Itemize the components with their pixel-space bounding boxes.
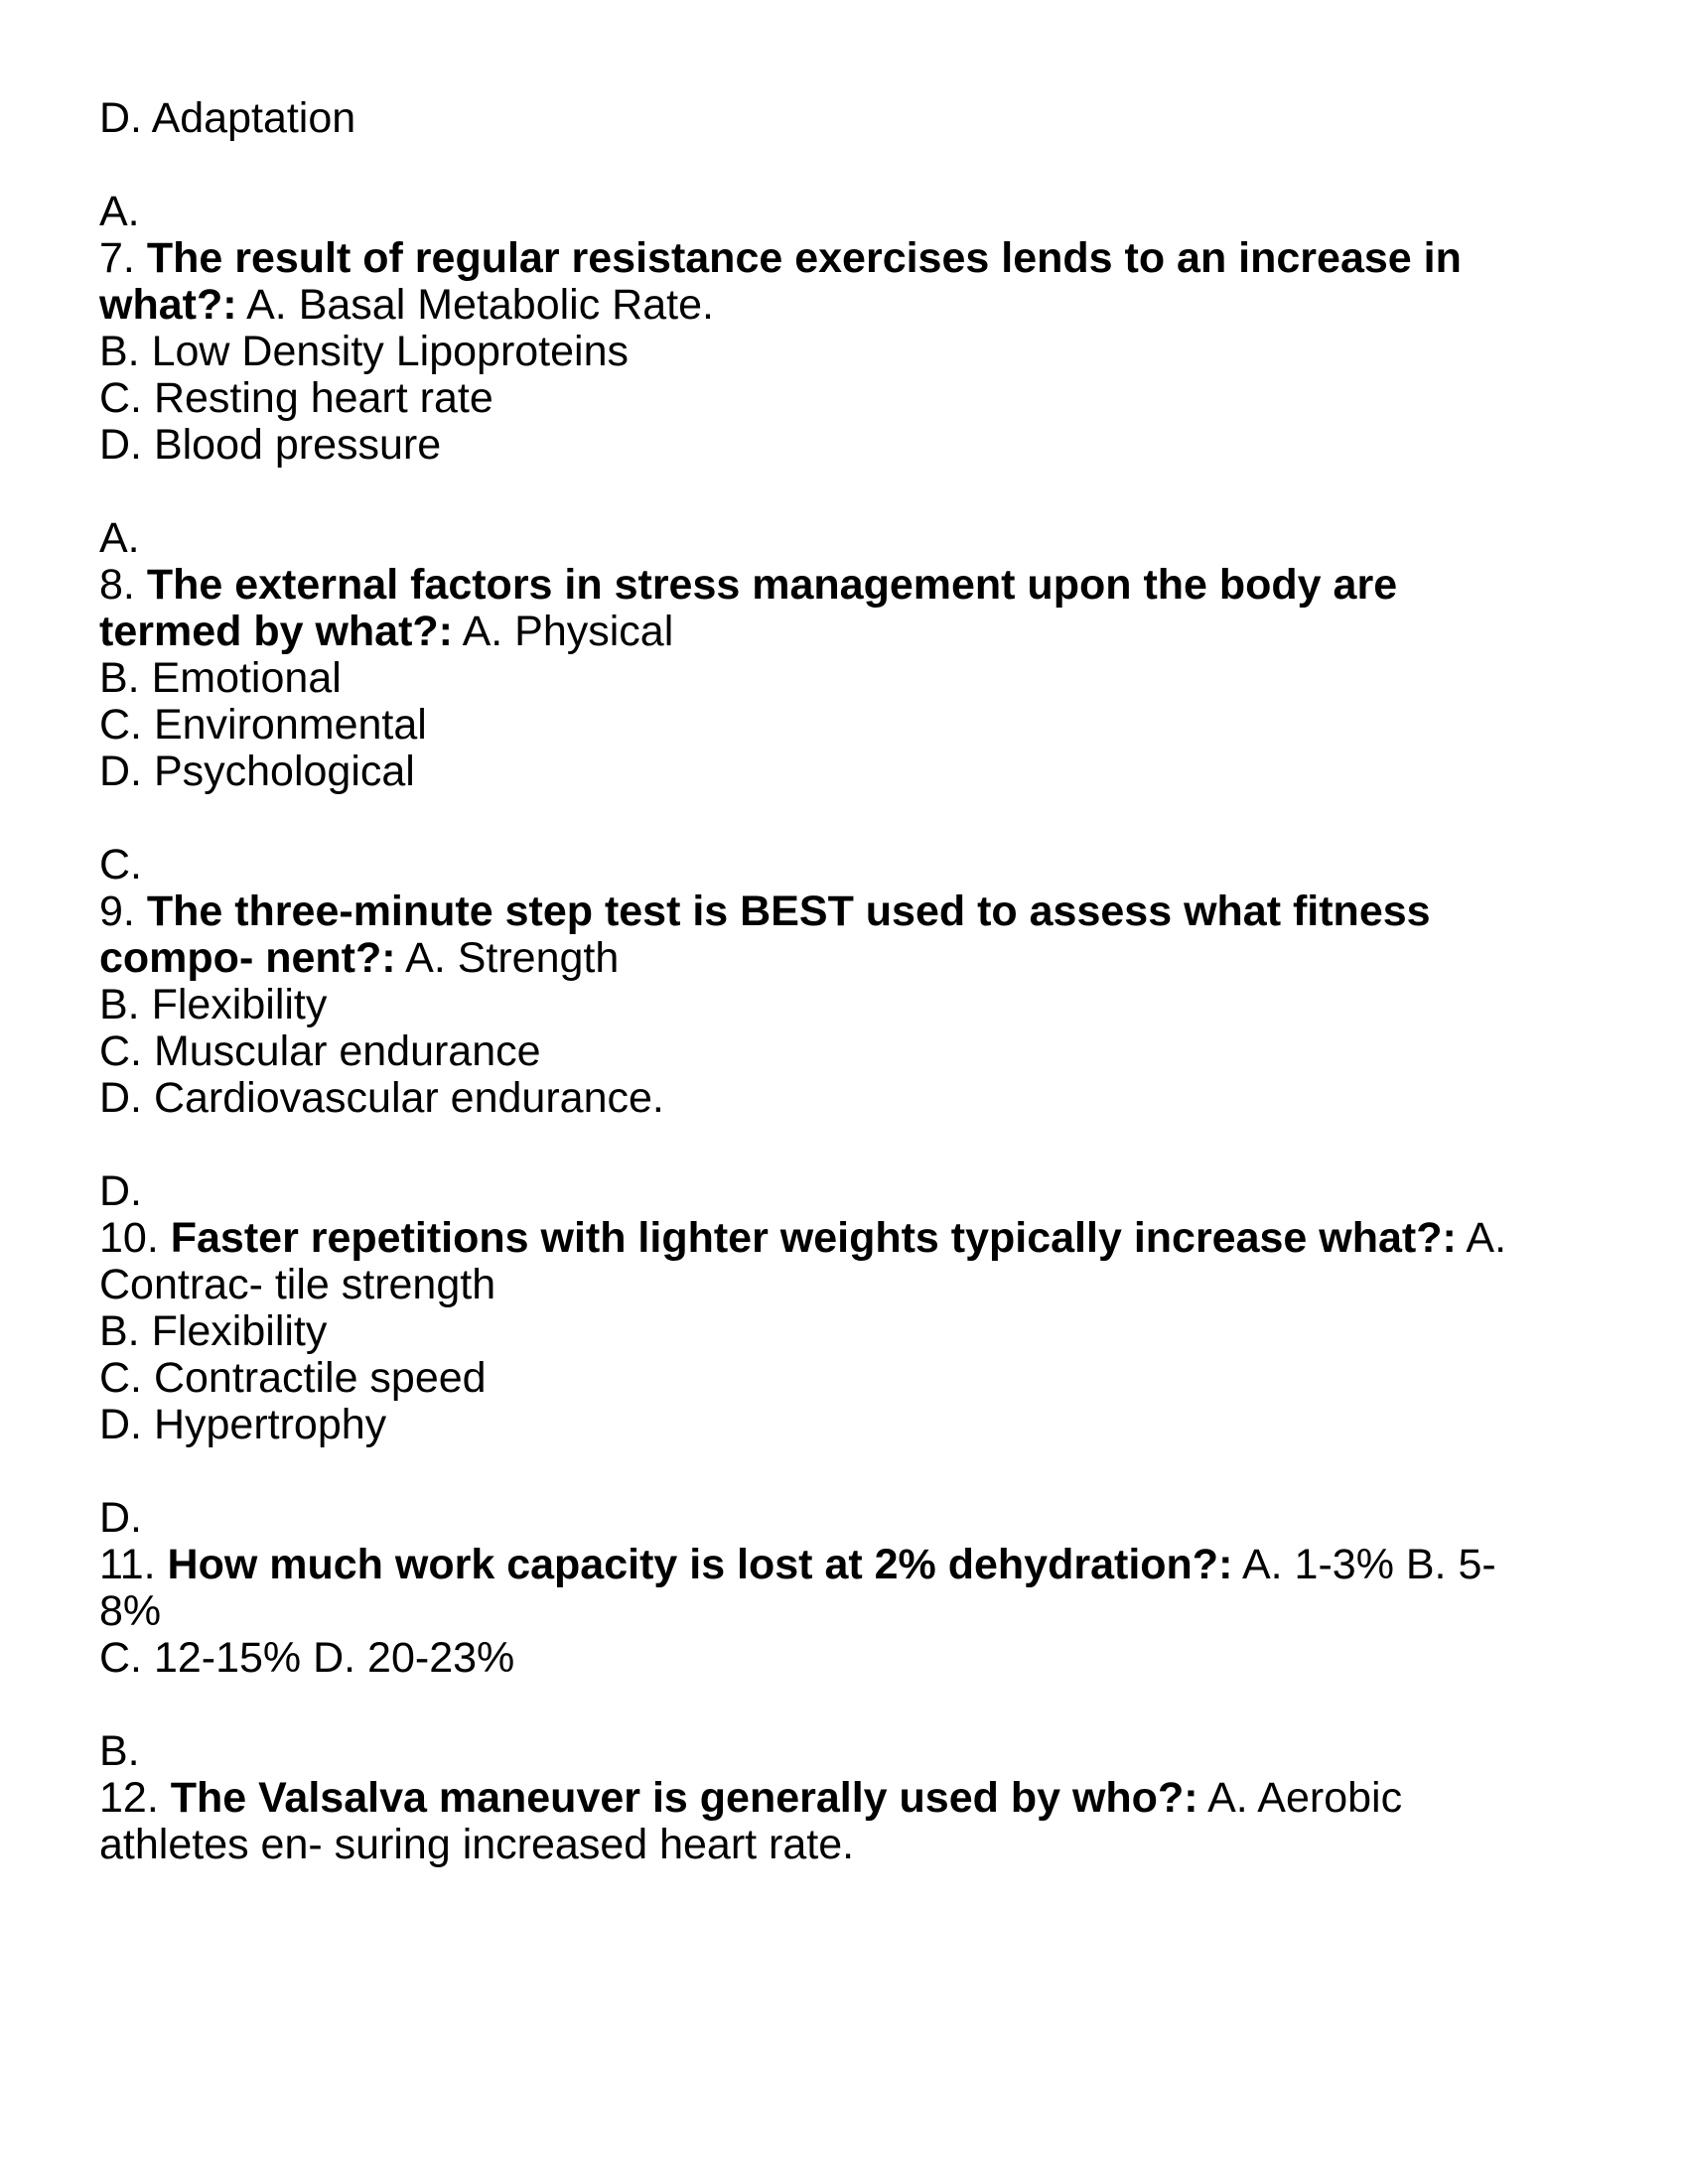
option-d: D. Cardiovascular endurance. [99, 1074, 664, 1122]
option-a: A. Physical [462, 608, 674, 655]
answer-label: D. [99, 1167, 142, 1215]
question-line [99, 282, 1589, 329]
question-number: 11. [99, 1541, 156, 1588]
question-block-9 [99, 842, 1589, 1122]
question-text: The Valsalva maneuver is generally used by who?: [170, 1774, 1198, 1822]
option-b: B. Low Density Lipoproteins [99, 328, 630, 375]
question-line [99, 235, 1589, 282]
question-line [99, 609, 1589, 655]
option-b: B. Flexibility [99, 981, 328, 1028]
question-number: 10. [99, 1214, 159, 1262]
option-d: D. Blood pressure [99, 421, 442, 469]
question-text: termed by what?: [99, 608, 453, 655]
question-text: The external factors in stress management upon the body are [146, 561, 1398, 609]
question-block-8 [99, 515, 1589, 795]
question-line [99, 1542, 1589, 1588]
question-text: The result of regular resistance exercises lends to an increase in [146, 234, 1462, 282]
question-block-7 [99, 189, 1589, 469]
document-page [99, 95, 1589, 1868]
option-c: C. Muscular endurance [99, 1027, 541, 1075]
option-a-continued: athletes en- suring increased heart rate. [99, 1821, 855, 1868]
options-line: C. 12-15% D. 20-23% [99, 1634, 515, 1682]
question-line [99, 1775, 1589, 1822]
question-number: 12. [99, 1774, 159, 1822]
spacer [99, 795, 1589, 842]
question-line [99, 888, 1589, 935]
answer-label: C. [99, 841, 142, 888]
question-line [99, 562, 1589, 609]
spacer [99, 469, 1589, 515]
spacer [99, 1682, 1589, 1728]
question-number: 7. [99, 234, 135, 282]
options-line: A. 1-3% B. 5- [1241, 1541, 1496, 1588]
question-text: Faster repetitions with lighter weights typically increase what?: [170, 1214, 1457, 1262]
question-line [99, 1215, 1589, 1262]
option-d-adaptation: D. Adaptation [99, 94, 356, 142]
option-c: C. Contractile speed [99, 1354, 487, 1402]
question-text: what?: [99, 281, 237, 329]
answer-label: D. [99, 1494, 142, 1542]
option-a-start: A. Aerobic [1207, 1774, 1403, 1822]
question-text: compo- nent?: [99, 934, 396, 982]
answer-label: B. [99, 1727, 140, 1775]
question-block-12 [99, 1728, 1589, 1868]
option-b: B. Emotional [99, 654, 342, 702]
question-text: The three-minute step test is BEST used to assess what fitness [146, 887, 1431, 935]
option-c: C. Environmental [99, 701, 427, 749]
answer-label: A. [99, 188, 140, 235]
question-block-11 [99, 1495, 1589, 1682]
question-line [99, 935, 1589, 982]
option-d: D. Psychological [99, 748, 415, 795]
spacer [99, 1122, 1589, 1168]
option-a: A. Basal Metabolic Rate. [246, 281, 714, 329]
option-b: B. Flexibility [99, 1307, 328, 1355]
option-d: D. Hypertrophy [99, 1401, 387, 1448]
option-a-start: A. [1466, 1214, 1507, 1262]
answer-label: A. [99, 514, 140, 562]
question-number: 9. [99, 887, 135, 935]
option-a: A. Strength [405, 934, 620, 982]
question-text: How much work capacity is lost at 2% dehydration?: [167, 1541, 1233, 1588]
options-line-continued: 8% [99, 1587, 162, 1635]
question-number: 8. [99, 561, 135, 609]
option-c: C. Resting heart rate [99, 374, 493, 422]
spacer [99, 1448, 1589, 1495]
spacer [99, 142, 1589, 189]
option-a-continued: Contrac- tile strength [99, 1261, 496, 1308]
question-block-10 [99, 1168, 1589, 1448]
